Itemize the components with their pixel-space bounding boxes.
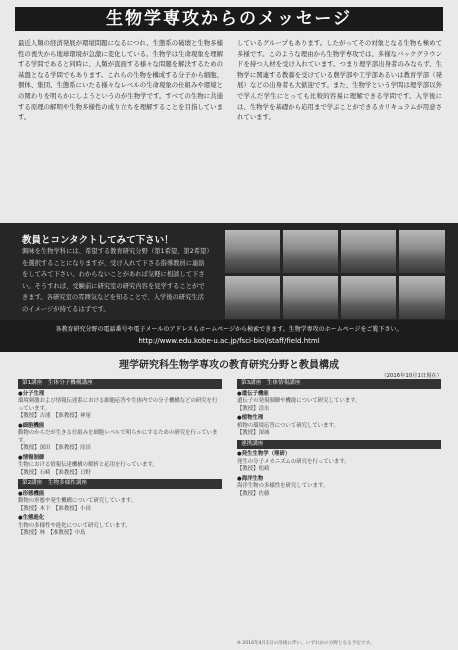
field-staff: 【教授】木下 【准教授】小田 [18, 505, 91, 512]
field-name: ●形態機能 [18, 490, 45, 497]
message-banner: 生物学専攻からのメッセージ [15, 7, 443, 31]
field-staff: 【教授】吉浦 【准教授】神尾 [18, 413, 91, 419]
field-name: ●遺伝子機能 [237, 390, 269, 397]
field-staff: 【教授】林 【准教授】中島 [18, 530, 86, 536]
field-name: ●細胞機能 [18, 422, 45, 429]
field-name: ●海洋生物 [237, 475, 264, 482]
field-description: 動物のからだが生きる仕組みを細胞レベルで明らかにするための研究を行っています。 [18, 430, 218, 444]
field-description: 動物の形態や発生機構について研究しています。 [18, 498, 137, 504]
field-description: 発生の分子メカニズムの研究を行っています。 [237, 458, 350, 465]
campus-photo [341, 276, 396, 319]
group-heading: 第3講座 生体情報講座 [237, 379, 441, 389]
campus-photo [283, 276, 338, 319]
field-staff: 【教授】松崎 [237, 466, 270, 472]
campus-photo [399, 276, 445, 319]
field-description: 植物の環境応答について研究しています。 [237, 422, 339, 429]
field-description: 環境刺激および情報伝達系における細胞応答や生体内での分子機構などの研究を行っています。 [18, 398, 218, 412]
right-column [237, 378, 441, 636]
field-name: ●分子生理 [18, 390, 45, 397]
campus-photo [225, 230, 280, 273]
group-heading: 第1講座 生体分子機構講座 [18, 379, 222, 389]
field-staff: 【教授】石崎 【准教授】日野 [18, 469, 91, 476]
field-description: 生物の多様性や進化について研究しています。 [18, 522, 131, 529]
section-title: 理学研究科生物学専攻の教育研究分野と教員構成 [119, 360, 339, 371]
campus-photo [283, 230, 338, 273]
campus-photo [399, 230, 445, 273]
field-name: ●情報制御 [18, 454, 45, 461]
field-staff: 【教授】佐藤 [237, 490, 270, 497]
field-staff: 【教授】深田 【准教授】窪田 [18, 445, 91, 451]
intro-left: 最近人類の経済発展が環境問題になるにつれ、生態系の破壊と生物多様性の喪失から地球環境が急激に変化している。生物学は生命現象を理解する学問であると同時に、人類が直面する様々な問題を解決するための基盤となる学問でもあります。これらの生物を構成する分子から細胞、個体、集団、生態系にいたる様々なレベルの生命現象の仕組みや環境との関わりを明らかにしようというのが生物学です。すべての生物に共通する原理の解明や生物多様性の成り立ちを理解することを目指しています。 [18, 39, 223, 122]
group-heading: 第2講座 生物多様性講座 [18, 479, 222, 489]
field-description: 遺伝子の発現制御や機能について研究しています。 [237, 398, 361, 404]
field-name: ●植物生理 [237, 415, 264, 421]
intro-right: しているグループもあります。したがってその対象となる生物も極めて多様です。このような理由から生物学専攻では、多様なバックグラウンドを持つ人材を受け入れています。つまり理学部出身者のみならず、生物学に関連する教養を受けている農学部や工学部あるいは教育学部（発展）などの出身者も大歓迎です。また、生物学という学問は理学部以外で学んだ学生にとっても比較的容易に理解できる学問です。入学後には、生物学を基礎から応用まで学ぶことができるカリキュラムが用意されています。 [237, 39, 442, 122]
campus-photo [341, 230, 396, 273]
field-description: 海洋生物の多様性を研究しています。 [237, 483, 329, 489]
left-column [18, 378, 222, 636]
group-heading: 連携講座 [237, 440, 441, 450]
campus-photo [225, 276, 280, 319]
contact-title: 教員とコンタクトしてみて下さい！ [22, 235, 174, 246]
homepage-link[interactable]: http://www.edu.kobe-u.ac.jp/fsci-biol/staff/field.html [138, 337, 320, 345]
field-staff: 【教授】清水 [237, 405, 270, 412]
as-of-date: （2016年10月1日現在） [381, 373, 442, 379]
url-note: 各教育研究分野の電話番号や電子メールのアドレスもホームページから検索できます。生物学専攻のホームページをご覧下さい。 [55, 326, 403, 333]
field-staff: 【教授】深城 [237, 430, 270, 436]
field-name: ●発生生物学（理研） [237, 451, 291, 457]
field-description: 生物における情報伝達機構の解析と応用を行っています。 [18, 462, 158, 468]
contact-body: 興味を生物学科には、希望する教育研究分野（第1希望、第2希望）を選択することになりますが、受け入れて下さる指導教員に連絡をしてみて下さい。わからないことがあれば気軽に相談して下さい。そうすれば、受験前に研究室の研究内容を見学することができます。各研究室の雰囲気などを知ることで、入学後の研究生活のイメージが持てるはずです。 [22, 248, 210, 313]
footnote: ※ 2016年4月1日の改組に伴い、いずれかの分野となる予定です。 [237, 641, 375, 646]
field-name: ●生態進化 [18, 515, 45, 521]
